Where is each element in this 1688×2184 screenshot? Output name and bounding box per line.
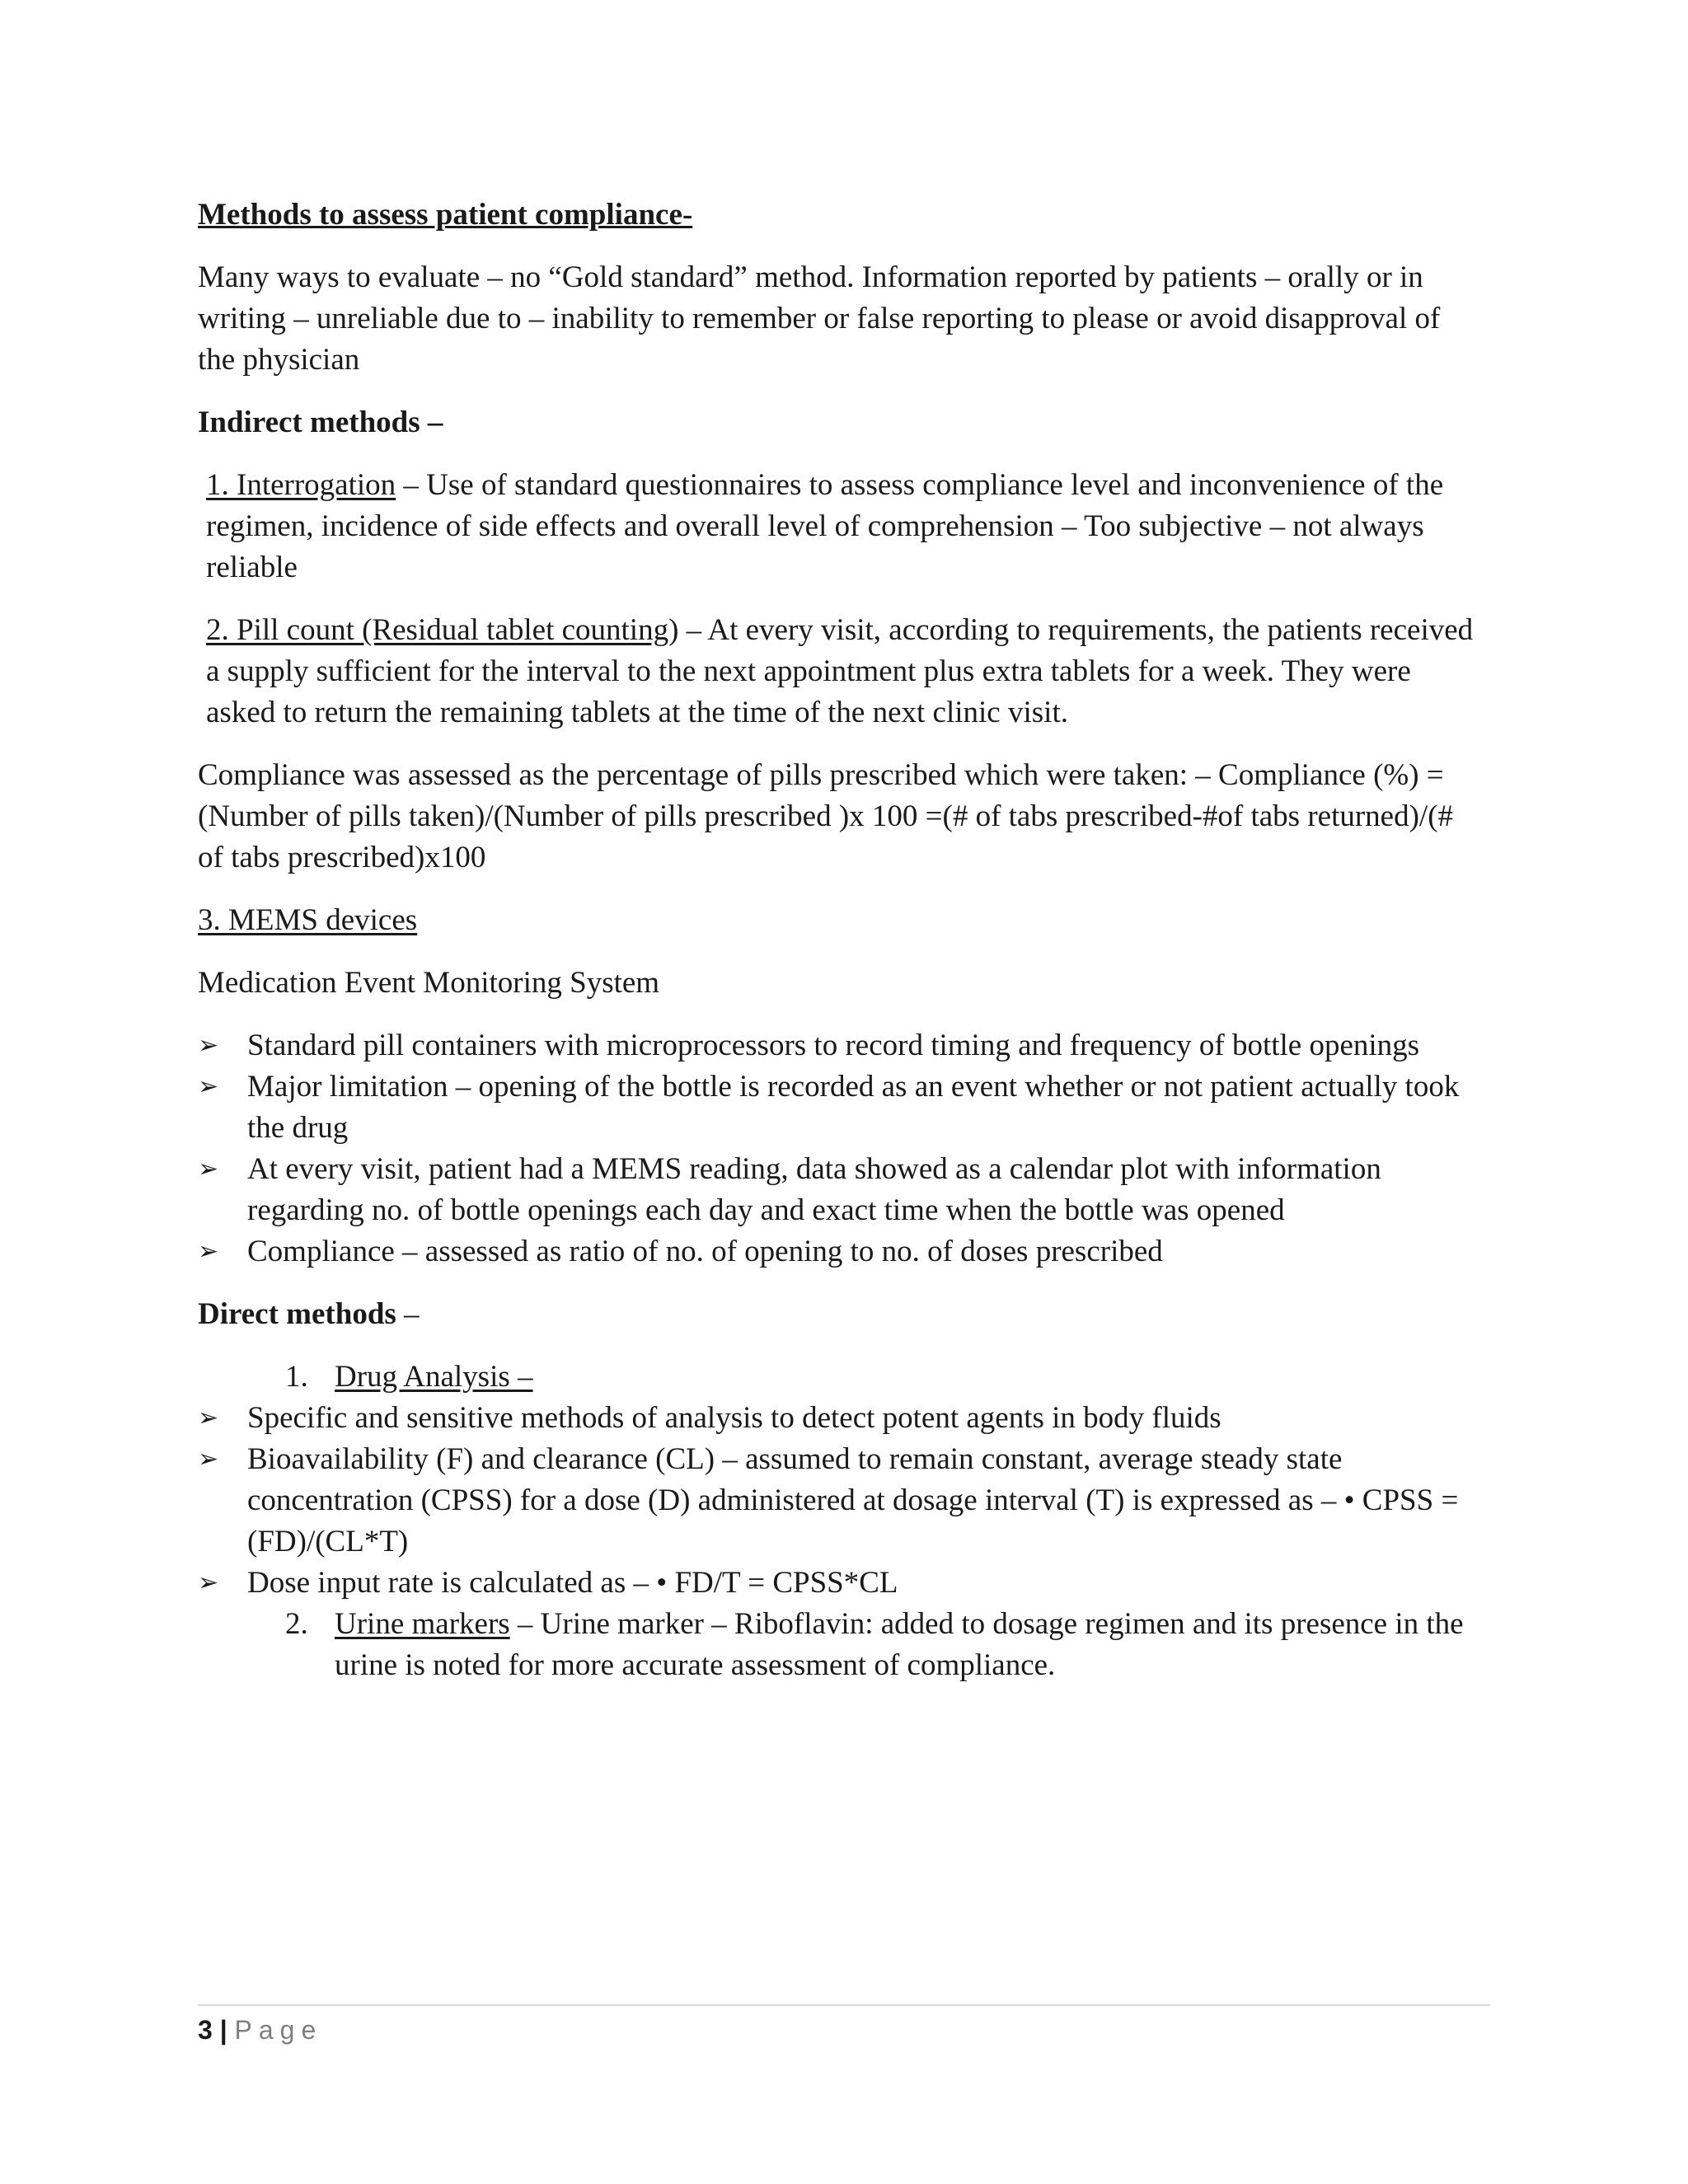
list-item: ➢ Dose input rate is calculated as – • FD/T = CPSS*CL [198,1563,1484,1604]
mems-label-text: 3. MEMS devices [198,903,418,937]
arrow-bullet-icon: ➢ [198,1072,219,1101]
drug-analysis-bullet-list [198,1398,1484,1604]
pill-count-label: 2. Pill count (Residual tablet counting [206,613,669,647]
list-item: ➢ Standard pill containers with microprocessors to record timing and frequency of bottle openings [198,1025,1484,1066]
footer-separator: | [219,2015,227,2045]
intro-paragraph: Many ways to evaluate – no “Gold standard” method. Information reported by patients – orally or in writing – unreliable due to – inability to remember or false reporting to please or avoid disapproval of the physician [198,260,1441,377]
list-item: ➢ At every visit, patient had a MEMS reading, data showed as a calendar plot with information regarding no. of bottle openings each day and exact time when the bottle was opened [198,1149,1484,1231]
arrow-bullet-icon: ➢ [198,1237,219,1266]
arrow-bullet-icon: ➢ [198,1155,219,1183]
drug-analysis-item [198,1357,1484,1398]
page-label: Page [234,2015,323,2045]
list-item: ➢ Specific and sensitive methods of analysis to detect potent agents in body fluids [198,1398,1484,1439]
arrow-bullet-icon: ➢ [198,1031,219,1060]
list-item: ➢ Major limitation – opening of the bottle is recorded as an event whether or not patient actually took the drug [198,1066,1484,1149]
urine-markers-item [198,1604,1484,1686]
compliance-formula-paragraph: Compliance was assessed as the percentage of pills prescribed which were taken: – Compliance (%) =(Number of pills taken)/(Number of pills prescribed )x 100 =(# of tabs prescribed-#of tabs returned)/(# of tabs prescribed)x100 [198,758,1454,874]
urine-markers-text: – Urine marker – Riboflavin: added to dosage regimen and its presence in the urine is noted for more accurate assessment of compliance. [335,1607,1464,1682]
drug-analysis-number: 1. [285,1360,308,1394]
arrow-bullet-icon: ➢ [198,1568,219,1597]
page-number: 3 [198,2015,213,2045]
footer-divider [198,2004,1490,2006]
direct-methods-heading: Direct methods – [198,1297,420,1331]
mems-bullet-list [198,1025,1484,1272]
indirect-methods-heading: Indirect methods – [198,405,443,439]
arrow-bullet-icon: ➢ [198,1445,219,1474]
urine-markers-number: 2. [285,1607,308,1641]
pill-count-text: ) – At every visit, according to requirements, the patients received a supply sufficient for the interval to the next appointment plus extra tablets for a week. They were asked to return the remaining tablets at the time of the next clinic visit. [206,613,1474,729]
mems-label [198,900,1484,941]
page-title: Methods to assess patient compliance- [198,198,693,232]
interrogation-paragraph [198,465,1484,588]
document-page [198,194,1484,1686]
mems-full-name: Medication Event Monitoring System [198,966,660,1000]
list-item: ➢ Bioavailability (F) and clearance (CL) – assumed to remain constant, average steady state concentration (CPSS) for a dose (D) administered at dosage interval (T) is expressed as – • CPSS = (FD)/(CL*T) [198,1439,1484,1563]
page-footer [198,2009,322,2050]
list-item: ➢ Compliance – assessed as ratio of no. of opening to no. of doses prescribed [198,1231,1484,1272]
interrogation-label: 1. Interrogation [206,468,396,502]
interrogation-text: – Use of standard questionnaires to assess compliance level and inconvenience of the regimen, incidence of side effects and overall level of comprehension – Too subjective – not always reliable [206,468,1444,584]
urine-markers-label: Urine markers [335,1607,510,1641]
drug-analysis-label: Drug Analysis – [335,1360,533,1394]
pill-count-paragraph [198,610,1484,733]
arrow-bullet-icon: ➢ [198,1404,219,1432]
